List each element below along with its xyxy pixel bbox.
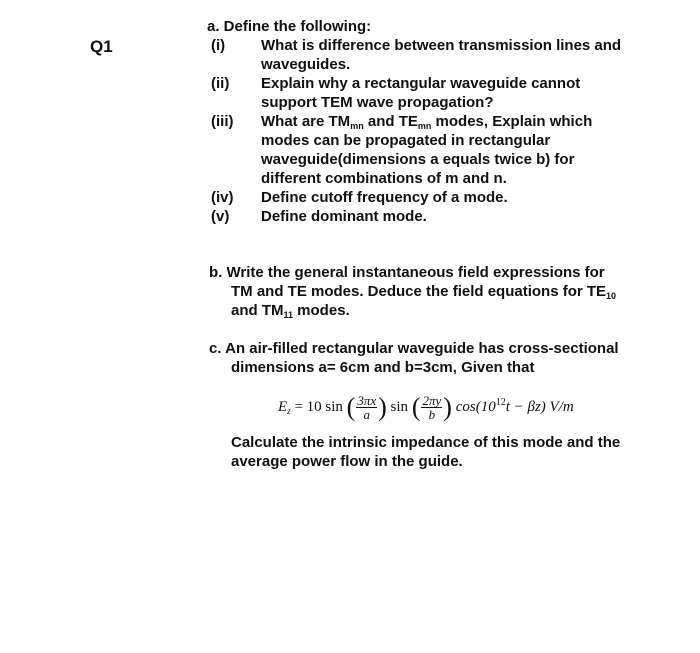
item-i-number: (i) bbox=[211, 37, 226, 54]
part-c-line-3: Calculate the intrinsic impedance of this mode and the bbox=[231, 434, 621, 451]
part-b-line-1: b. Write the general instantaneous field expressions for bbox=[209, 264, 605, 281]
part-b-line-2: TM and TE modes. Deduce the field equations for $TE_{10}$ bbox=[231, 283, 617, 301]
part-c-line-1: c. An air-filled rectangular waveguide has cross-sectional bbox=[209, 340, 619, 357]
item-v-number: (v) bbox=[211, 208, 230, 225]
item-iii-line-2: modes can be propagated in rectangular bbox=[261, 132, 551, 149]
field-equation: $E_z = 10$ sin ( $\frac{3\pi x}{a}$ ) sin ( $\frac{2\pi y}{b}$ ) $\cos(10^{12}t - \beta z)$ V/m bbox=[278, 392, 574, 422]
part-c-line-2: dimensions a= 6cm and b=3cm, Given that bbox=[231, 359, 535, 376]
item-iii-line-3: waveguide(dimensions a equals twice b) for bbox=[261, 151, 575, 168]
item-i-line-2: waveguides. bbox=[261, 56, 351, 73]
item-v-line-1: Define dominant mode. bbox=[261, 208, 427, 225]
fraction-2piy-over-b: $\frac{2\pi y}{b}$ bbox=[422, 393, 442, 422]
part-c-line-4: average power flow in the guide. bbox=[231, 453, 463, 470]
part-b-line-3: and $TM_{11}$ modes. bbox=[231, 302, 350, 320]
item-ii-number: (ii) bbox=[211, 75, 230, 92]
item-i-line-1: What is difference between transmission lines and bbox=[261, 37, 622, 54]
item-iii-number: (iii) bbox=[211, 113, 234, 130]
part-a-heading: a. Define the following: bbox=[207, 18, 372, 35]
fraction-3pix-over-a: $\frac{3\pi x}{a}$ bbox=[357, 393, 377, 422]
item-iii-line-1: What are $TM_{mn}$ and $TE_{mn}$ modes, Explain which bbox=[261, 113, 593, 131]
question-number: Q1 bbox=[90, 37, 113, 56]
item-ii-line-2: support TEM wave propagation? bbox=[261, 94, 494, 111]
item-iii-line-4: different combinations of m and n. bbox=[261, 170, 507, 187]
item-iv-number: (iv) bbox=[211, 189, 234, 206]
item-iv-line-1: Define cutoff frequency of a mode. bbox=[261, 189, 508, 206]
item-ii-line-1: Explain why a rectangular waveguide cannot bbox=[261, 75, 581, 92]
